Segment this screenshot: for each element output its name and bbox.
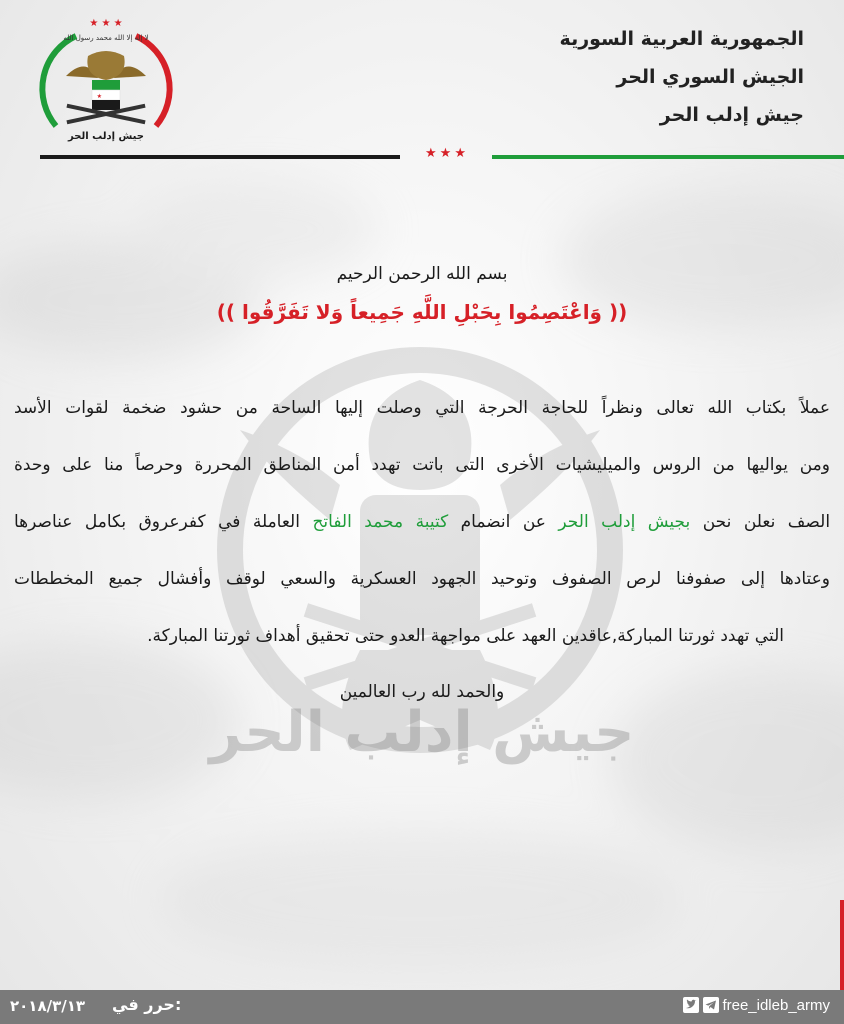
footer-date: ٢٠١٨/٣/١٣: [10, 997, 86, 1015]
footer-bar: [0, 990, 844, 1024]
line3-part-b: عن انضمام: [460, 512, 546, 532]
divider-black-bar: [40, 155, 400, 159]
closing-line: والحمد لله رب العالمين: [339, 682, 505, 702]
quran-verse: (( وَاعْتَصِمُوا بِحَبْلِ اللَّهِ جَمِيعاً وَلا تَفَرَّقُوا )): [216, 300, 628, 324]
divider-stars-icon: ★★★: [425, 146, 469, 161]
header-titles: [560, 20, 804, 134]
footer-date-label: حرر في:: [112, 995, 182, 1014]
svg-text:★ ★ ★: ★ ★ ★: [89, 18, 123, 29]
paragraph-line-2: ومن يواليها من الروس والميليشيات الأخرى التى باتت تهدد أمن المناطق المحررة وحرصاً منا على وحدة: [14, 455, 830, 475]
battalion-name-highlight: كتيبة محمد الفاتح: [312, 512, 449, 532]
twitter-icon[interactable]: [683, 997, 699, 1013]
header-unit: جيش إدلب الحر: [659, 104, 804, 126]
paragraph-line-3: [14, 512, 830, 532]
header-divider: [40, 146, 840, 161]
line3-part-a: الصف نعلن نحن: [702, 512, 831, 532]
telegram-icon[interactable]: [703, 997, 719, 1013]
header-army: الجيش السوري الحر: [616, 66, 804, 88]
basmala: بسم الله الرحمن الرحيم: [336, 264, 508, 284]
army-logo-icon: [36, 16, 176, 156]
paragraph-line-4: وعتادها إلى صفوفنا لرص الصفوف وتوحيد الجهود العسكرية والسعي لوقف وأفشال جميع المخططات: [14, 569, 830, 589]
logo-banner: لا إله إلا الله محمد رسول الله: [63, 34, 149, 42]
footer-social-handle[interactable]: free_idleb_army: [722, 997, 830, 1014]
army-name-highlight: بجيش إدلب الحر: [558, 512, 691, 532]
paragraph-line-5: التي تهدد ثورتنا المباركة,عاقدين العهد على مواجهة العدو حتى تحقيق أهداف ثورتنا المباركة.: [147, 626, 784, 646]
line3-part-c: العاملة في كفرعروق بكامل عناصرها: [14, 512, 300, 532]
paragraph-line-1: عملاً بكتاب الله تعالى ونظراً للحاجة الحرجة التي وصلت إليها الساحة من حشود ضخمة لقوات الأسد: [14, 398, 830, 418]
header-country: الجمهورية العربية السورية: [559, 28, 804, 50]
logo-caption: جيش إدلب الحر: [68, 131, 144, 142]
watermark-title: جيش إدلب الحر: [209, 700, 635, 765]
divider-green-bar: [492, 155, 844, 159]
svg-text:★: ★: [96, 93, 102, 100]
